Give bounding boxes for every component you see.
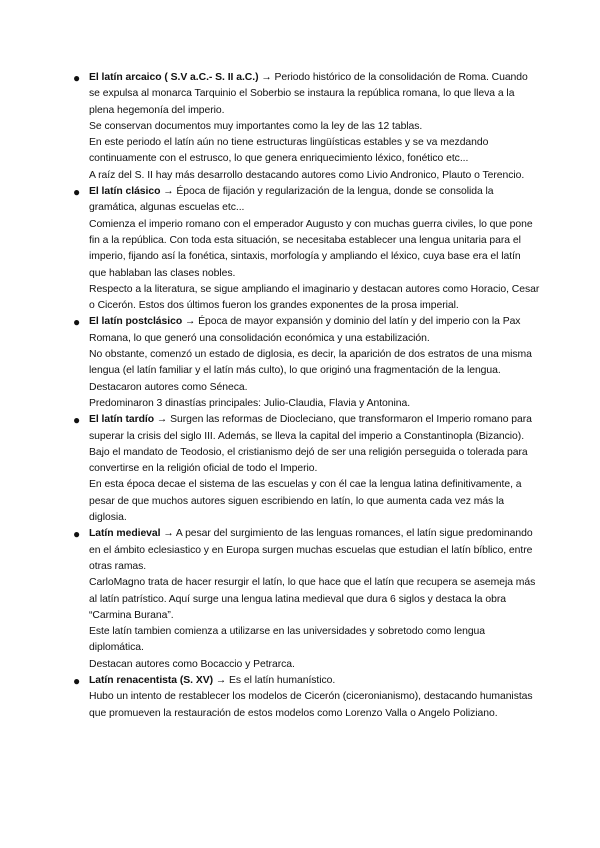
bullet-list (73, 70, 540, 722)
item-lead-paragraph (89, 70, 540, 119)
bullet-dot-icon: ● (73, 315, 81, 330)
item-paragraph: No obstante, comenzó un estado de diglosia, es decir, la aparición de dos estratos de una misma lengua (el latín familiar y el latín más culto), lo que originó una fragmentación de la lengua. Destacaron autores como Séneca. (89, 349, 532, 393)
item-heading: Latín medieval (89, 528, 161, 540)
list-item-renacentista (73, 673, 540, 722)
bullet-dot-icon: ● (73, 71, 81, 85)
list-item-arcaico (73, 70, 540, 184)
item-paragraph: Respecto a la literatura, se sigue ampliando el imaginario y destacan autores como Horacio, Cesar o Cicerón. Estos dos últimos fueron los grandes exponentes de la prosa imperial. (89, 283, 540, 312)
list-item-medieval (73, 526, 540, 673)
bullet-dot-icon: ● (73, 673, 81, 688)
item-paragraph: Se conservan documentos muy importantes como la ley de las 12 tablas. (89, 120, 423, 132)
item-heading: El latín postclásico (89, 316, 183, 328)
item-paragraph: CarloMagno trata de hacer resurgir el latín, lo que hace que el latín que recupera se asemeja más al latín patrístico. Aquí surge una lengua latina medieval que dura 6 siglos y destaca la obra “Carmina Burana”. (89, 577, 536, 621)
item-lead: → A pesar del surgimiento de las lenguas romances, el latín sigue predominando en el ámbito eclesiastico y en Europa surgen muchas escuelas que estudian el latín bíblico, entre otras ramas. (89, 528, 533, 572)
item-paragraph: En este periodo el latín aún no tiene estructuras lingüísticas estables y se va mezdando continuamente con el estrusco, lo que genera enriquecimiento léxico, fonético etc... (89, 137, 489, 165)
item-paragraph: Destacan autores como Bocaccio y Petrarca. (89, 658, 295, 670)
item-paragraph: Predominaron 3 dinastías principales: Julio-Claudia, Flavia y Antonina. (89, 397, 411, 409)
item-paragraph: Bajo el mandato de Teodosio, el cristianismo dejó de ser una religión perseguida o tolerada para convertirse en la religión oficial de todo el Imperio. (89, 446, 528, 475)
item-paragraph: A raíz del S. II hay más desarrollo destacando autores como Livio Andronico, Plauto o Terencio. (89, 169, 525, 181)
item-paragraph: En esta época decae el sistema de las escuelas y con él cae la lengua latina definitivamente, a pesar de que muchos autores siguen escribiendo en latín, lo que aumenta cada vez más la diglosia. (89, 479, 522, 524)
item-lead: → Época de fijación y regularización de la lengua, donde se consolida la gramática, algunas escuelas etc... (89, 186, 494, 214)
item-heading: Latín renacentista (S. XV) (89, 674, 213, 686)
bullet-dot-icon: ● (73, 413, 81, 428)
item-lead: → Es el latín humanístico. (213, 674, 336, 686)
item-lead-paragraph (89, 673, 540, 689)
item-heading: El latín tardío (89, 414, 155, 426)
item-heading: El latín clásico (89, 186, 161, 198)
list-item-tardio (73, 412, 540, 526)
item-lead-paragraph (89, 412, 540, 445)
list-item-postclasico (73, 314, 540, 412)
item-lead-paragraph (89, 184, 540, 217)
item-lead: → Surgen las reformas de Diocleciano, que transformaron el Imperio romano para superar la crisis del siglo III. Además, se lleva la capital del imperio a Constantinopla (Bizancio). (89, 414, 532, 442)
bullet-dot-icon: ● (73, 185, 81, 200)
bullet-dot-icon: ● (73, 527, 81, 542)
item-lead: → Época de mayor expansión y dominio del latín y del imperio con la Pax Romana, lo que generó una consolidación económica y una estabilización. (89, 316, 521, 344)
item-paragraph: Este latín tambien comienza a utilizarse en las universidades y sobretodo como lengua diplomática. (89, 626, 486, 654)
list-item-clasico (73, 184, 540, 314)
item-paragraph: Comienza el imperio romano con el emperador Augusto y con muchas guerra civiles, lo que pone fin a la república. Con toda esta situación, se necesitaba establecer una lengua unitaria para el imperio, fijando así la fonética, sintaxis, morfología y ampliando el léxico, cuya base era el latín que hablaban las clases nobles. (89, 218, 533, 279)
item-lead-paragraph (89, 314, 540, 347)
item-lead-paragraph (89, 526, 540, 575)
item-lead: → Periodo histórico de la consolidación de Roma. Cuando se expulsa al monarca Tarquinio el Soberbio se instaura la república romana, lo que lleva a la plena hegemonía del imperio. (89, 72, 528, 116)
item-heading: El latín arcaico ( S.V a.C.- S. II a.C.) (89, 72, 259, 83)
item-paragraph: Hubo un intento de restablecer los modelos de Cicerón (ciceronianismo), destacando humanistas que promueven la restauración de estos modelos como Lorenzo Valla o Angelo Poliziano. (89, 691, 533, 719)
